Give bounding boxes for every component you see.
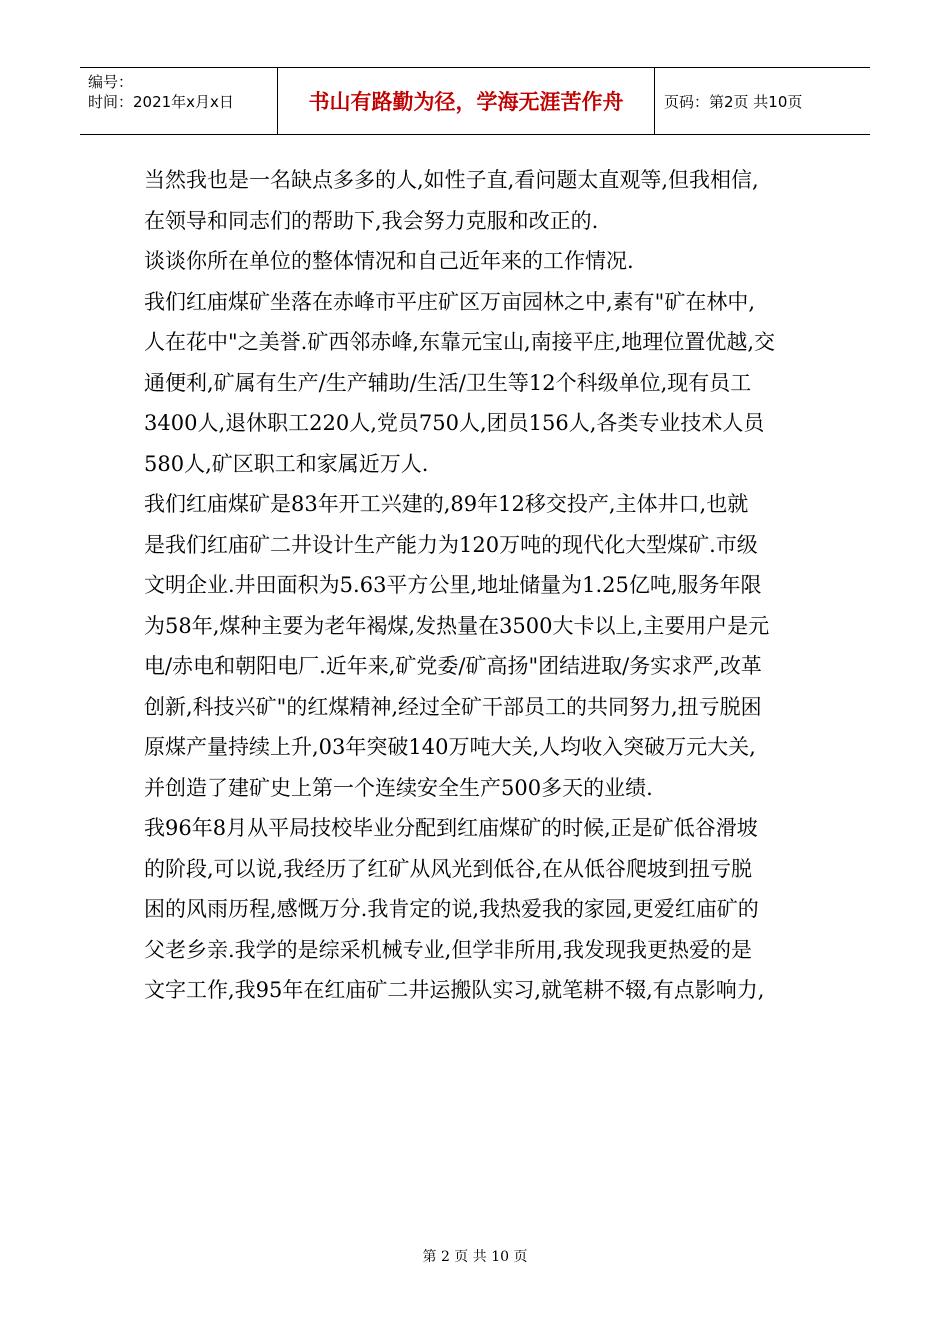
text-line: 为58年,煤种主要为老年褐煤,发热量在3500大卡以上,主要用户是元 — [144, 613, 770, 638]
header-page-number: 页码：第2页 共10页 — [664, 92, 803, 111]
text-line: 困的风雨历程,感慨万分.我肯定的说,我热爱我的家园,更爱红庙矿的 — [144, 897, 759, 921]
text-line: 我们红庙煤矿坐落在赤峰市平庄矿区万亩园林之中,素有"矿在林中, — [144, 289, 756, 314]
text-line: 并创造了建矿史上第一个连续安全生产500多天的业绩. — [144, 775, 653, 800]
text-line: 在领导和同志们的帮助下,我会努力克服和改正的. — [144, 208, 599, 233]
text-line: 3400人,退休职工220人,党员750人,团员156人,各类专业技术人员 — [144, 411, 765, 435]
text-line: 文明企业.井田面积为5.63平方公里,地址储量为1.25亿吨,服务年限 — [144, 573, 762, 597]
text-line: 父老乡亲.我学的是综采机械专业,但学非所用,我发现我更热爱的是 — [144, 937, 753, 962]
serial-number-label: 编号： — [88, 73, 134, 91]
page-header — [80, 67, 870, 135]
page-footer: 第 2 页 共 10 页 — [422, 1249, 528, 1265]
text-line: 人在花中"之美誉.矿西邻赤峰,东靠元宝山,南接平庄,地理位置优越,交 — [144, 330, 776, 354]
text-line: 我们红庙煤矿是83年开工兴建的,89年12移交投产,主体井口,也就 — [144, 492, 749, 516]
date-label: 时间：2021年x月x日 — [88, 93, 234, 111]
text-line: 的阶段,可以说,我经历了红矿从风光到低谷,在从低谷爬坡到扭亏脱 — [144, 856, 753, 881]
text-line: 原煤产量持续上升,03年突破140万吨大关,人均收入突破万元大关, — [144, 735, 756, 759]
document-body — [144, 160, 824, 1011]
text-line: 文字工作,我95年在红庙矿二井运搬队实习,就笔耕不辍,有点影响力, — [144, 978, 765, 1002]
header-motto: 书山有路勤为径，学海无涯苦作舟 — [278, 68, 655, 134]
text-line: 580人,矿区职工和家属近万人. — [144, 451, 429, 476]
text-line: 是我们红庙矿二井设计生产能力为120万吨的现代化大型煤矿.市级 — [144, 532, 758, 557]
text-line: 创新,科技兴矿"的红煤精神,经过全矿干部员工的共同努力,扭亏脱困 — [144, 694, 762, 719]
text-line: 我96年8月从平局技校毕业分配到红庙煤矿的时候,正是矿低谷滑坡 — [144, 816, 758, 840]
text-line: 谈谈你所在单位的整体情况和自己近年来的工作情况. — [144, 249, 634, 273]
text-line: 当然我也是一名缺点多多的人,如性子直,看问题太直观等,但我相信, — [144, 168, 759, 192]
header-meta-cell — [80, 68, 278, 134]
text-line: 通便利,矿属有生产/生产辅助/生活/卫生等12个科级单位,现有员工 — [144, 370, 752, 395]
text-line: 电/赤电和朝阳电厂.近年来,矿党委/矿高扬"团结进取/务实求严,改革 — [144, 654, 762, 678]
